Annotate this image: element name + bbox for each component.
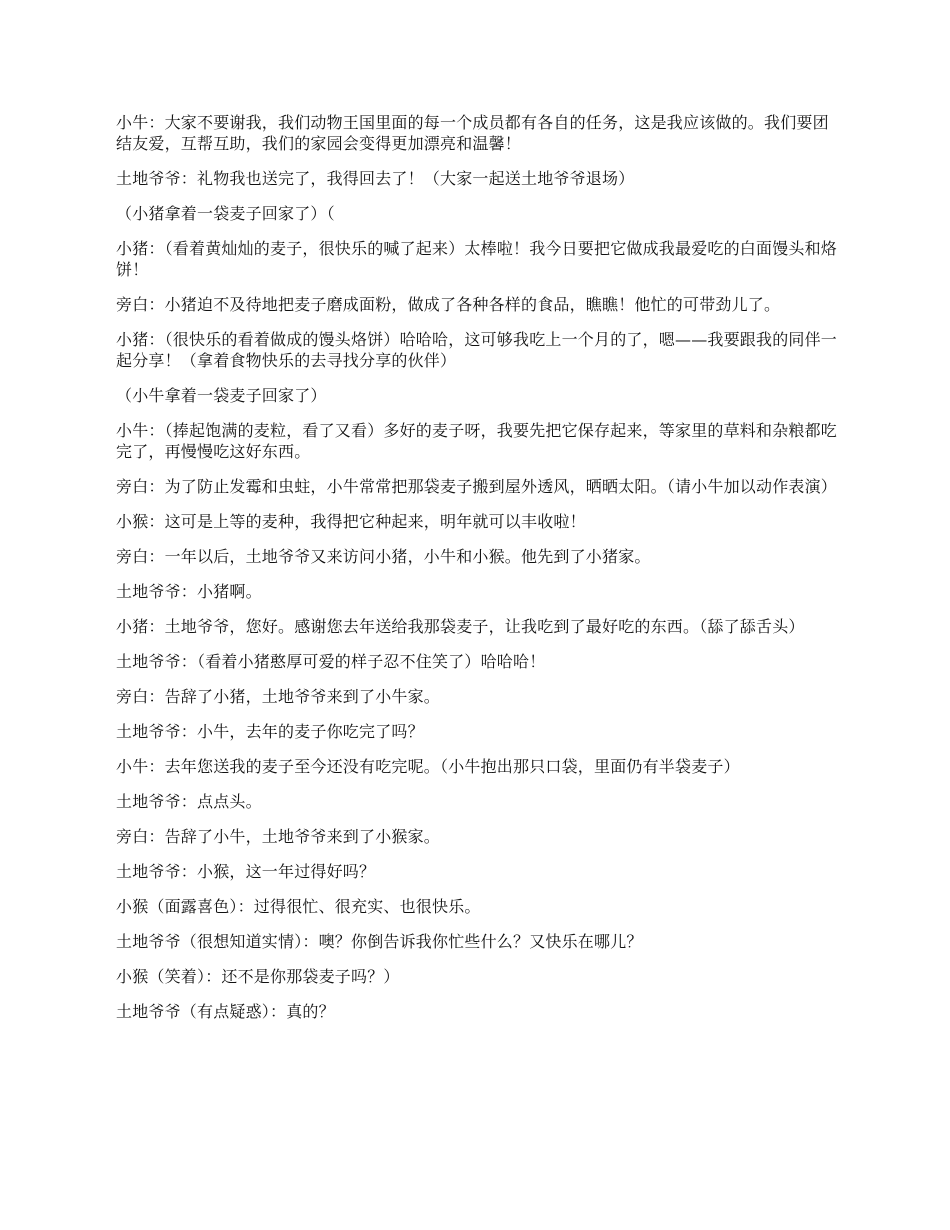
- paragraph: 旁白：小猪迫不及待地把麦子磨成面粉，做成了各种各样的食品，瞧瞧！他忙的可带劲儿了。: [116, 295, 781, 314]
- paragraph: 土地爷爷：小猴，这一年过得好吗？: [116, 862, 376, 881]
- paragraph: （小猪拿着一袋麦子回家了）（: [116, 204, 335, 223]
- paragraph: 小猪：土地爷爷，您好。感谢您去年送给我那袋麦子，让我吃到了最好吃的东西。（舔了舔舌头）: [116, 617, 805, 636]
- paragraph: 土地爷爷（有点疑惑）：真的？: [116, 1002, 335, 1021]
- paragraph: 小猴（笑着）：还不是你那袋麦子吗？）: [116, 967, 400, 986]
- paragraph: 小猴：这可是上等的麦种，我得把它种起来，明年就可以丰收啦！: [116, 512, 586, 531]
- paragraph: 小猴（面露喜色）：过得很忙、很充实、也很快乐。: [116, 897, 481, 916]
- paragraph: 旁白：告辞了小牛，土地爷爷来到了小猴家。: [116, 827, 441, 846]
- paragraph: 土地爷爷：小牛，去年的麦子你吃完了吗？: [116, 722, 424, 741]
- paragraph: 土地爷爷：小猪啊。: [116, 582, 262, 601]
- paragraph: 小牛：大家不要谢我，我们动物王国里面的每一个成员都有各自的任务，这是我应该做的。我们要团结友爱，互帮互助，我们的家园会变得更加漂亮和温馨！: [116, 113, 829, 153]
- paragraph: 土地爷爷（很想知道实情）：噢？你倒告诉我你忙些什么？又快乐在哪儿？: [116, 932, 643, 951]
- paragraph: 旁白：告辞了小猪，土地爷爷来到了小牛家。: [116, 687, 441, 706]
- paragraph: 旁白：一年以后，土地爷爷又来访问小猪，小牛和小猴。他先到了小猪家。: [116, 547, 651, 566]
- paragraph: 土地爷爷：礼物我也送完了，我得回去了！（大家一起送土地爷爷退场）: [116, 169, 635, 188]
- paragraph: 土地爷爷：点点头。: [116, 792, 262, 811]
- paragraph: 小猪：（看着黄灿灿的麦子，很快乐的喊了起来）太棒啦！我今日要把它做成我最爱吃的白面馒头和烙饼！: [116, 239, 838, 279]
- paragraph: 小牛：（捧起饱满的麦粒，看了又看）多好的麦子呀，我要先把它保存起来，等家里的草料和杂粮都吃完了，再慢慢吃这好东西。: [116, 421, 838, 461]
- paragraph: （小牛拿着一袋麦子回家了）: [116, 386, 327, 405]
- paragraph: 旁白：为了防止发霉和虫蛀，小牛常常把那袋麦子搬到屋外透风，晒晒太阳。（请小牛加以动作表演）: [116, 477, 838, 496]
- paragraph: 小猪：（很快乐的看着做成的馒头烙饼）哈哈哈，这可够我吃上一个月的了，嗯——我要跟我的同伴一起分享！（拿着食物快乐的去寻找分享的伙伴）: [116, 330, 838, 370]
- paragraph: 土地爷爷：（看着小猪憨厚可爱的样子忍不住笑了）哈哈哈！: [116, 652, 546, 671]
- document-body: [116, 112, 840, 1036]
- paragraph: 小牛：去年您送我的麦子至今还没有吃完呢。（小牛抱出那只口袋，里面仍有半袋麦子）: [116, 757, 740, 776]
